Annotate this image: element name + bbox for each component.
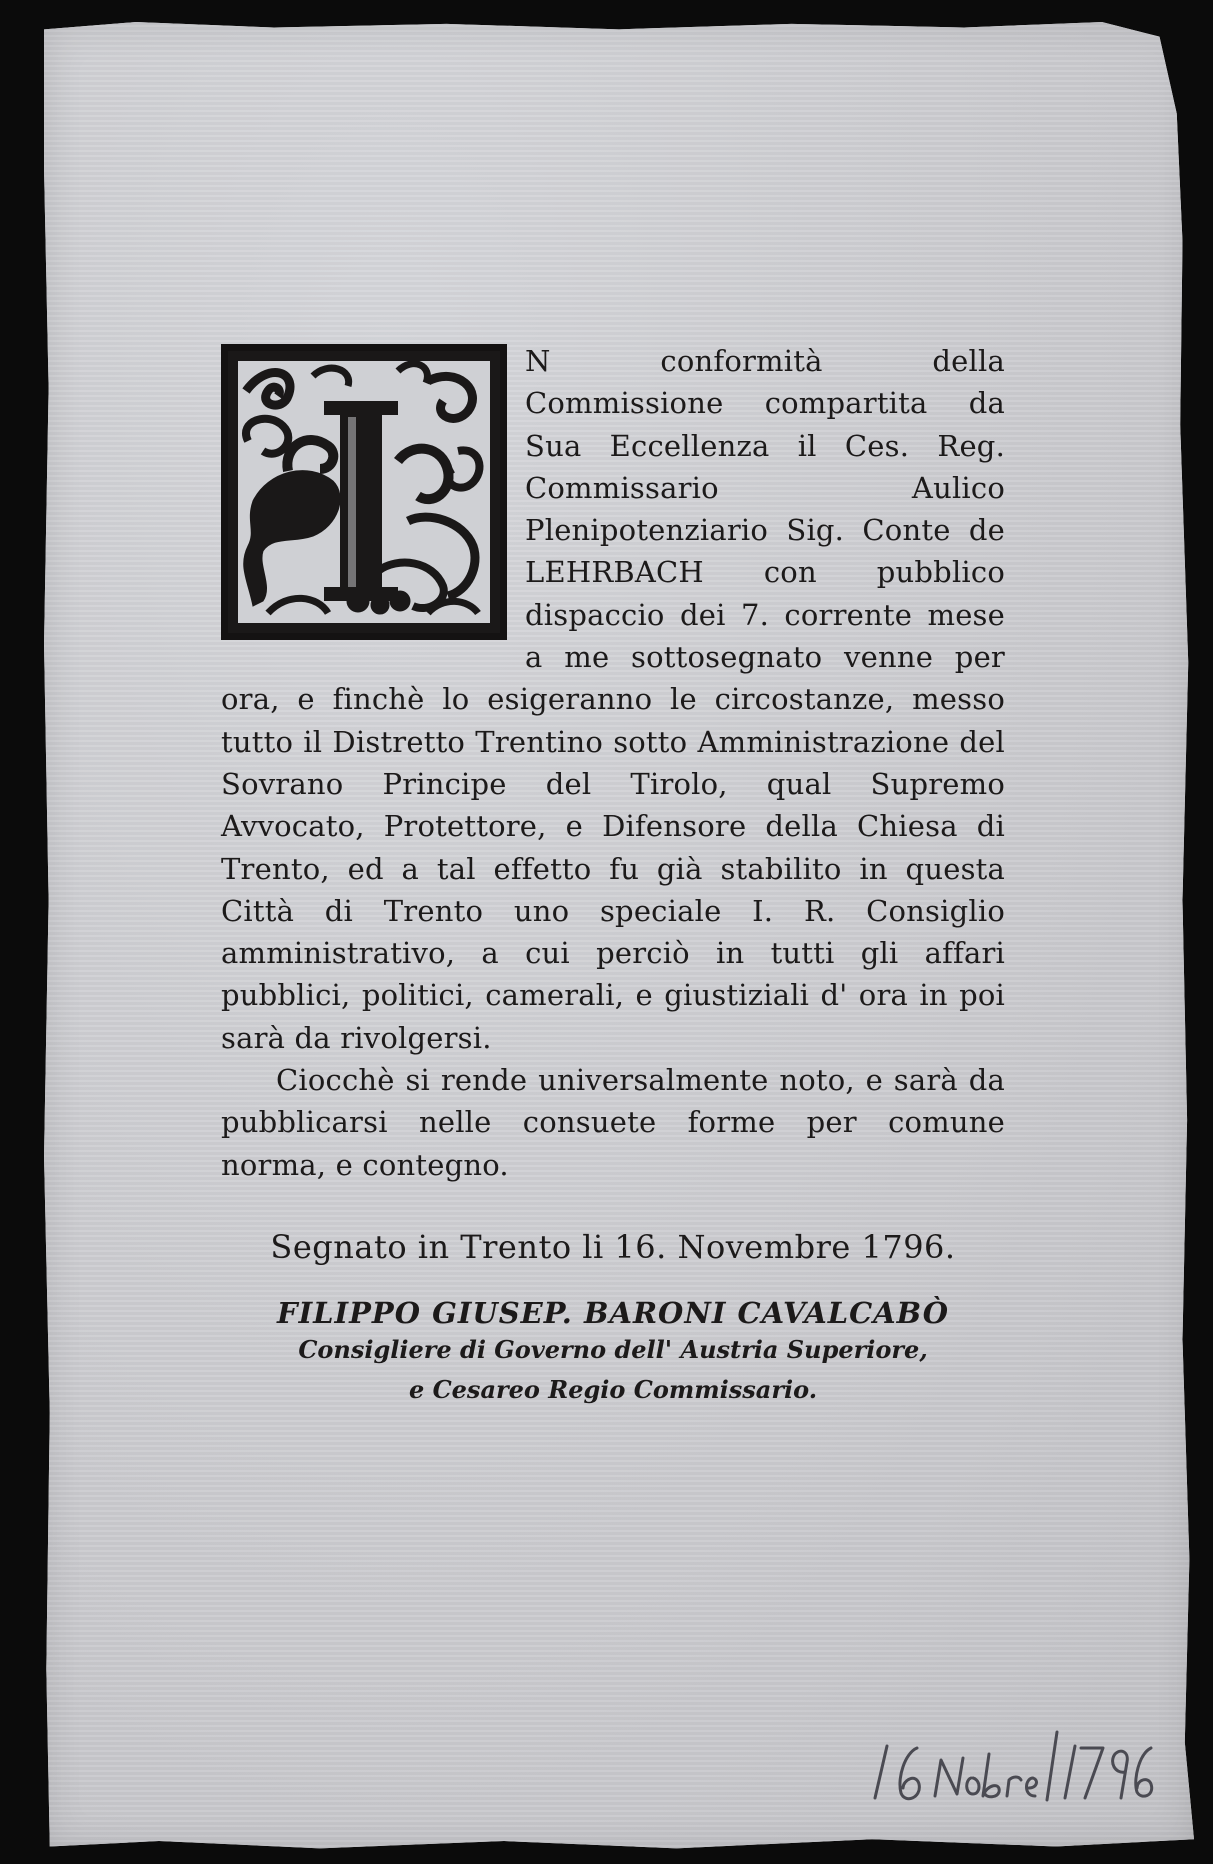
decree-paragraph-1: N conformità della Commissione compartita da Sua Eccellenza il Ces. Reg. Commissario Aulico Plenipotenziario Sig. Conte de LEHRBACH con pubblico dispaccio dei 7. corrente mese a me sottosegnato venne per ora, e finchè lo esigeranno le circostanze, messo tutto il Distretto Trentino sotto Amministrazione del Sovrano Principe del Tirolo, qual Supremo Avvocato, Protettore, e Difensore della Chiesa di Trento, ed a tal effetto fu già stabilito in questa Città di Trento uno speciale I. R. Consiglio amministrativo, a cui perciò in tutti gli affari pubblici, politici, camerali, e giustiziali d' ora in poi sarà da rivolgersi. — [221, 344, 1005, 1055]
handwritten-date-icon — [867, 1718, 1157, 1808]
decree-paragraph-2: Ciocchè si rende universalmente noto, e sarà da pubblicarsi nelle consuete forme per comune norma, e contegno. — [221, 1063, 1005, 1182]
signatory-role-line-1: Consigliere di Governo dell' Austria Superiore, — [298, 1334, 928, 1364]
signing-date-line: Segnato in Trento li 16. Novembre 1796. — [270, 1227, 956, 1266]
decree-text-block — [221, 340, 1005, 1410]
pencil-archival-note — [867, 1718, 1157, 1808]
signatory-role-line-2: e Cesareo Regio Commissario. — [408, 1374, 818, 1404]
woodcut-initial-icon — [228, 351, 500, 633]
signature-block — [221, 1296, 1005, 1410]
ornamental-initial-icon — [221, 344, 507, 640]
signatory-name: FILIPPO GIUSEP. BARONI CAVALCABÒ — [277, 1295, 949, 1330]
